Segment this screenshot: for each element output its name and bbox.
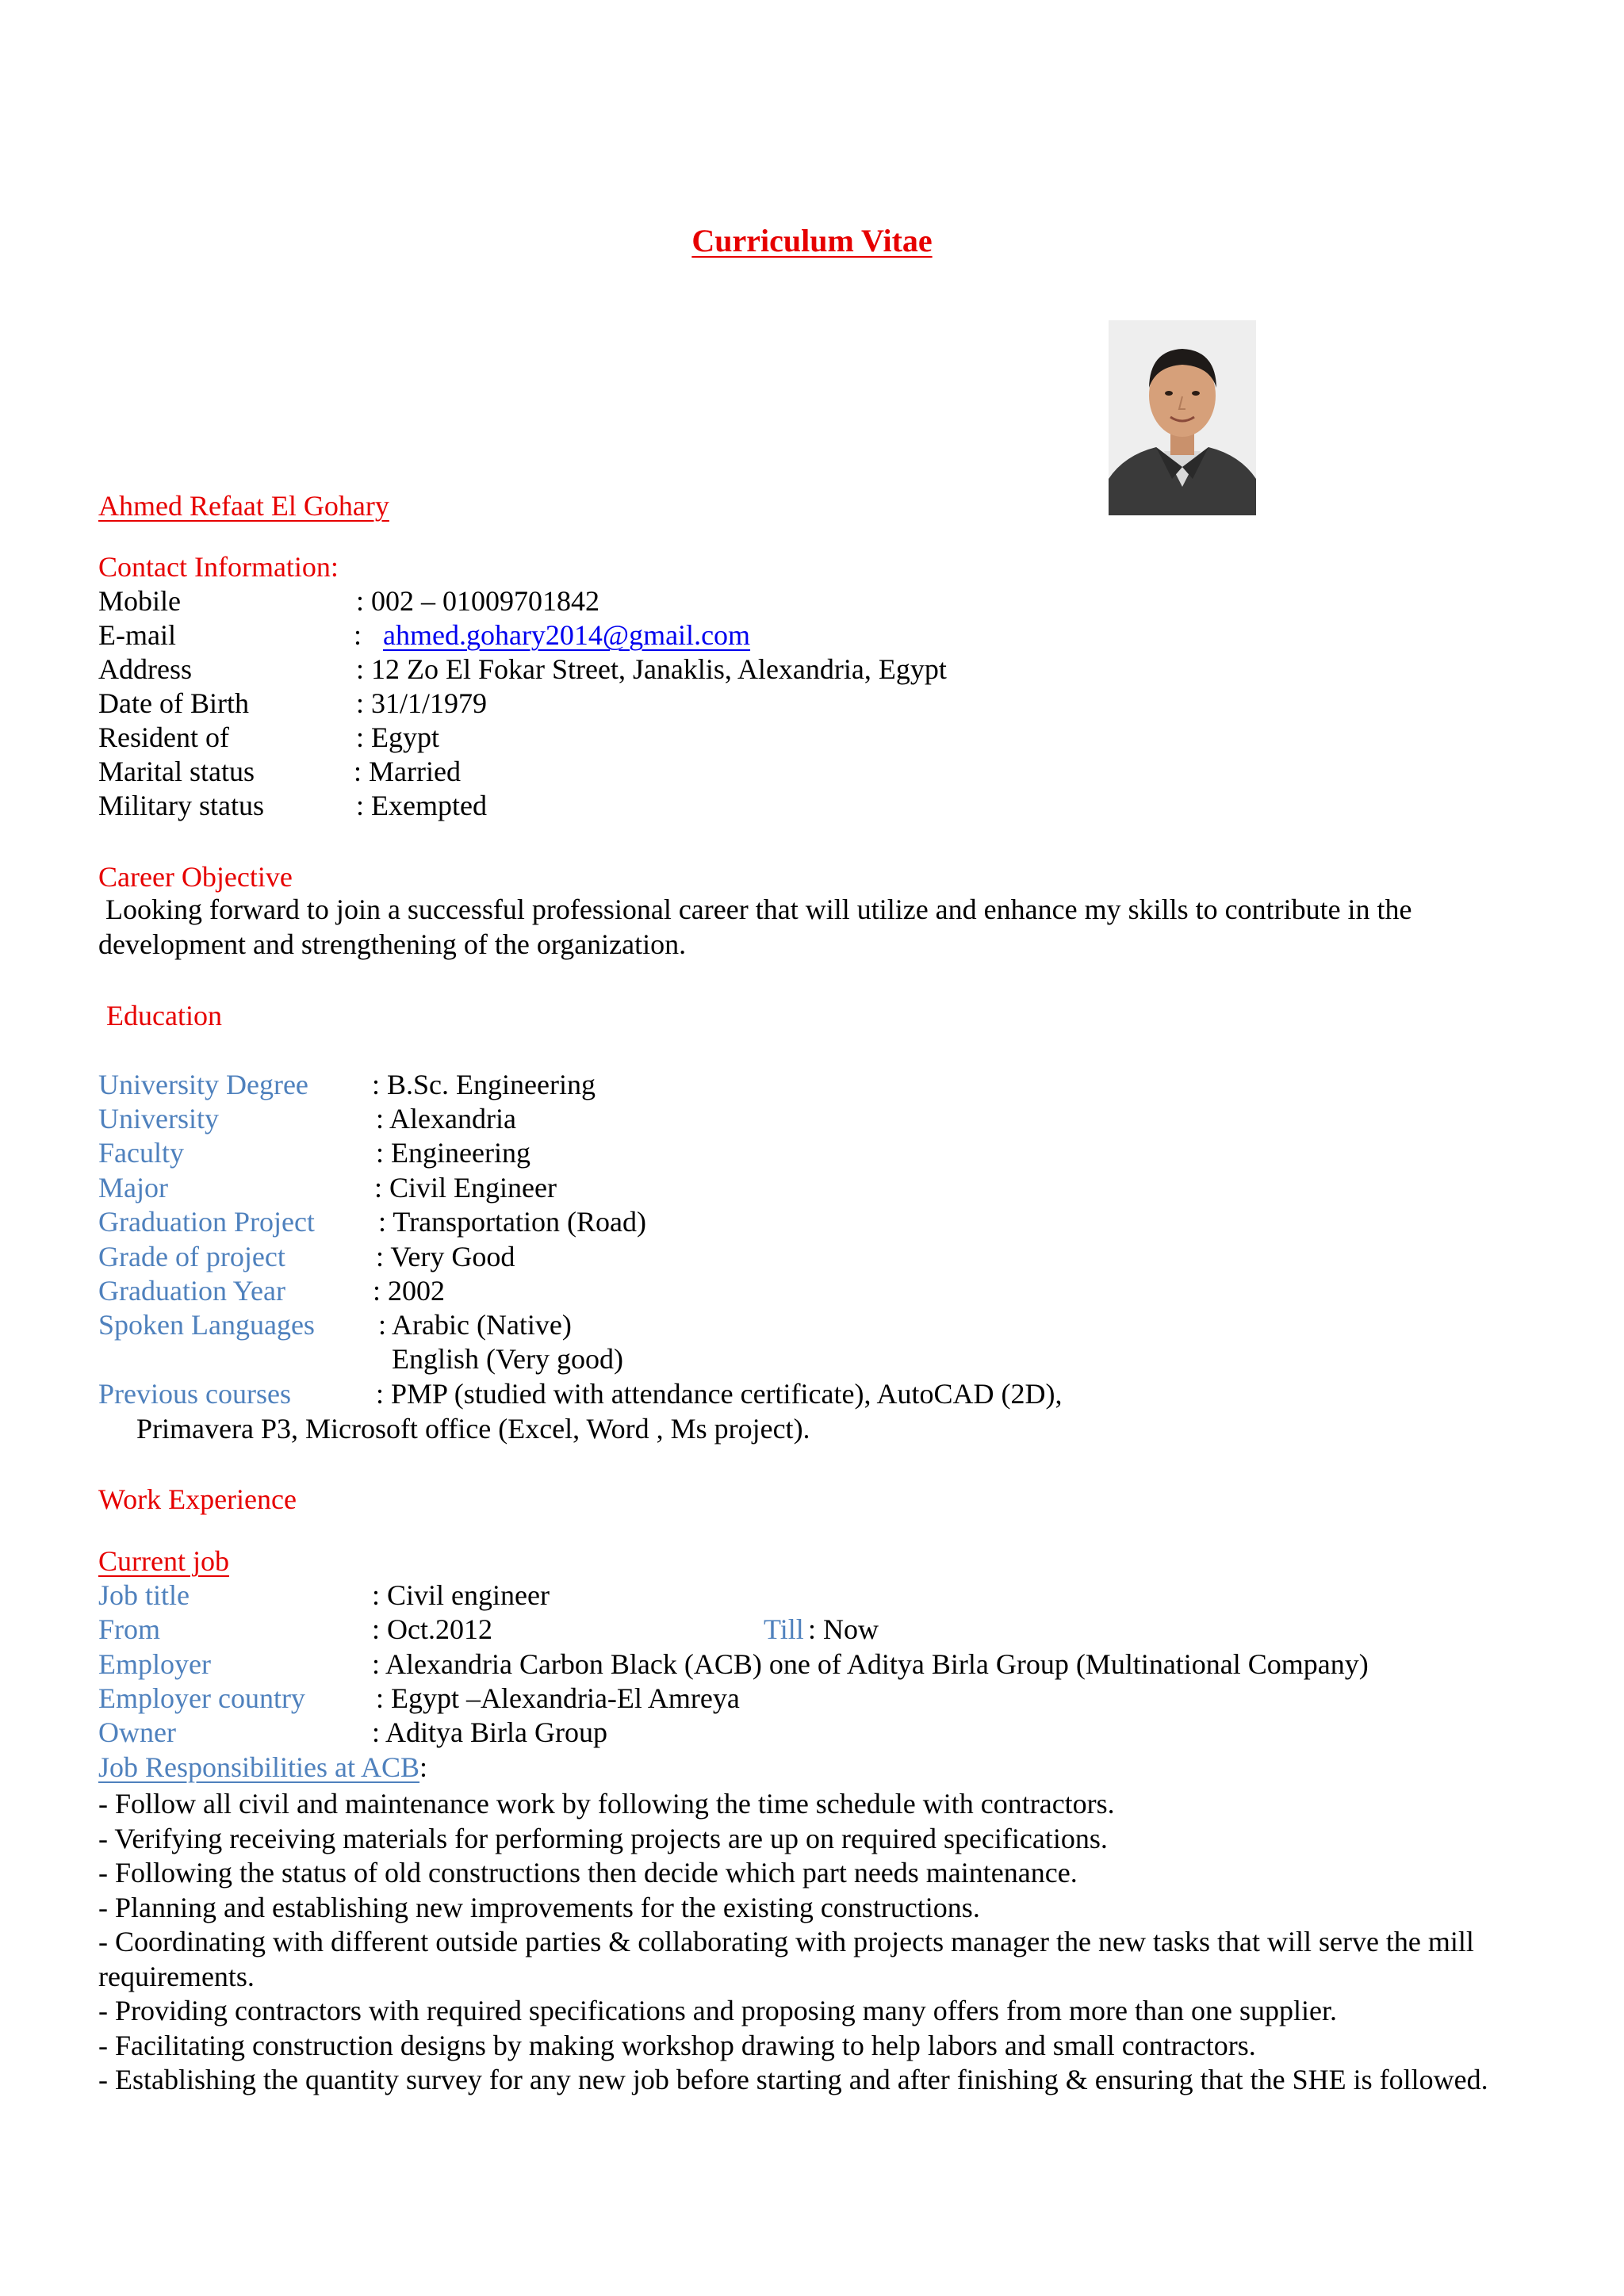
current-job-heading: Current job — [98, 1545, 229, 1577]
contact-label: Mobile — [98, 585, 181, 617]
document-title: Curriculum Vitae — [691, 223, 933, 258]
work-heading: Work Experience — [98, 1483, 297, 1515]
education-value-line2: Primavera P3, Microsoft office (Excel, Word , Ms project). — [136, 1413, 810, 1445]
work-label: Job title — [98, 1579, 190, 1611]
list-item: - Establishing the quantity survey for any new job before starting and after finishing & ensuring that the SHE is followed. — [98, 2064, 1488, 2095]
contact-value: : Egypt — [356, 721, 439, 753]
list-item: - Coordinating with different outside parties & collaborating with projects manager the new tasks that will serve the mill requirements. — [98, 1926, 1474, 1992]
list-item: - Following the status of old constructions then decide which part needs maintenance. — [98, 1857, 1078, 1888]
education-label: Graduation Year — [98, 1275, 285, 1307]
education-heading: Education — [106, 1000, 222, 1031]
education-value: : B.Sc. Engineering — [372, 1069, 596, 1100]
contact-value: : 31/1/1979 — [356, 687, 488, 719]
contact-label: Marital status — [98, 756, 255, 787]
list-item: - Providing contractors with required specifications and proposing many offers from more than one supplier. — [98, 1995, 1337, 2026]
work-value: : Aditya Birla Group — [372, 1716, 607, 1748]
education-value: : Engineering — [376, 1137, 530, 1169]
work-label: Employer country — [98, 1682, 305, 1714]
candidate-name: Ahmed Refaat El Gohary — [98, 490, 389, 522]
list-item: - Planning and establishing new improvements for the existing constructions. — [98, 1891, 980, 1923]
contact-value: : 002 – 01009701842 — [356, 585, 600, 617]
work-value: : Egypt –Alexandria-El Amreya — [376, 1682, 740, 1714]
contact-label: Military status — [98, 790, 264, 821]
objective-heading: Career Objective — [98, 861, 293, 893]
objective-text: Looking forward to join a successful professional career that will utilize and enhance my skills to contribute in the development and strengthening of the organization. — [98, 894, 1419, 960]
education-label: Graduation Project — [98, 1206, 315, 1238]
responsibilities-list — [98, 1787, 1502, 2098]
education-label: Previous courses — [98, 1378, 291, 1410]
contact-value: : Exempted — [356, 790, 487, 821]
education-value: : Arabic (Native) — [378, 1309, 572, 1341]
list-item: - Verifying receiving materials for performing projects are up on required specifications. — [98, 1822, 1108, 1854]
contact-value-prefix: : — [354, 619, 362, 651]
education-label: Spoken Languages — [98, 1309, 315, 1341]
contact-value: : 12 Zo El Fokar Street, Janaklis, Alexandria, Egypt — [356, 653, 947, 685]
education-label: University Degree — [98, 1069, 308, 1100]
contact-label: Date of Birth — [98, 687, 249, 719]
contact-label: E-mail — [98, 619, 176, 651]
till-value: : Now — [808, 1613, 879, 1645]
till-label: Till — [764, 1613, 804, 1645]
list-item: - Facilitating construction designs by making workshop drawing to help labors and small contractors. — [98, 2029, 1256, 2061]
work-value: : Alexandria Carbon Black (ACB) one of Aditya Birla Group (Multinational Company) — [372, 1648, 1369, 1680]
responsibilities-colon: : — [419, 1751, 428, 1783]
education-value: : Civil Engineer — [374, 1172, 557, 1203]
work-value: : Civil engineer — [372, 1579, 550, 1611]
responsibilities-heading: Job Responsibilities at ACB — [98, 1751, 420, 1783]
education-label: University — [98, 1103, 219, 1135]
education-label: Faculty — [98, 1137, 184, 1169]
education-value-line2: English (Very good) — [392, 1343, 623, 1375]
contact-heading: Contact Information: — [98, 551, 339, 583]
contact-label: Resident of — [98, 721, 229, 753]
email-link[interactable]: ahmed.gohary2014@gmail.com — [383, 619, 751, 651]
education-value: : PMP (studied with attendance certificate), AutoCAD (2D), — [376, 1378, 1063, 1410]
work-label: Employer — [98, 1648, 211, 1680]
education-label: Grade of project — [98, 1241, 285, 1272]
education-value: : 2002 — [373, 1275, 446, 1307]
contact-value: : Married — [354, 756, 461, 787]
work-label: Owner — [98, 1716, 176, 1748]
work-value: : Oct.2012 — [372, 1613, 492, 1645]
education-value: : Alexandria — [376, 1103, 516, 1135]
education-label: Major — [98, 1172, 168, 1203]
education-value: : Transportation (Road) — [378, 1206, 646, 1238]
work-label: From — [98, 1613, 161, 1645]
profile-photo — [1109, 320, 1256, 515]
responsibilities-heading-line — [98, 1753, 427, 1781]
contact-label: Address — [98, 653, 192, 685]
list-item: - Follow all civil and maintenance work by following the time schedule with contractors. — [98, 1788, 1115, 1820]
education-value: : Very Good — [376, 1241, 515, 1272]
